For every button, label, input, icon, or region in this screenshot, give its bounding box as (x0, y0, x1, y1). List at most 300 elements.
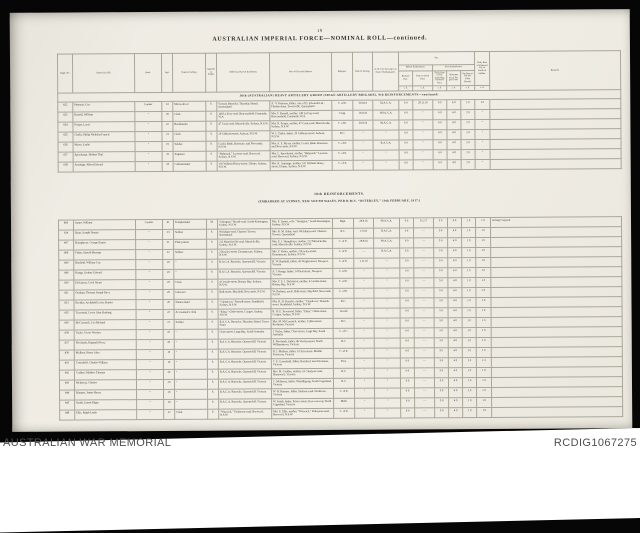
cell: R.A.G.A. (373, 140, 399, 150)
col-header-date-paid: Date to which Paid. (413, 71, 433, 86)
cell: 30.8.16 (353, 100, 373, 110)
cell: 1 0 (476, 328, 491, 338)
cell: Motor-driver (173, 101, 206, 111)
cell: 20 (163, 370, 174, 380)
col-header-next-of-kin: Next of Kin and Address. (269, 52, 331, 92)
cell: Labourer (174, 289, 207, 299)
cell: 5 0 (433, 218, 447, 228)
cell: ” (136, 370, 163, 380)
cell: 16.8.16 (353, 110, 373, 120)
cell: Soldier (174, 229, 207, 239)
units-label: s. d. (447, 86, 461, 91)
cell: 842 (59, 370, 74, 380)
cell: 6 0 (399, 100, 413, 110)
cell: R.A.G.A. Barracks, Queenscliff, Victoria (218, 359, 271, 369)
cell: C. of E. (333, 289, 354, 299)
cell: ” (413, 110, 433, 120)
section-heading-9th-reinforcements: 36th (AUSTRALIAN) HEAVY ARTILLERY GROUP (SIEGE ARTILLERY BRIGADE), 9th REINFORCEMENTS—continued. (58, 90, 621, 102)
cell: Mrs. F. E. J. Dickinson, mother, 4 Gerrale-street, Botany Bay, N.S.W. (271, 279, 333, 289)
cell: ” (354, 378, 374, 388)
cell: A. J. Knapp, father, 14 Paul-street, Newport, Victoria (271, 269, 333, 279)
cell: 6 0 (399, 218, 413, 228)
cell: 4 0 (448, 258, 462, 268)
cell: Knapp, Sydney Edward (74, 270, 136, 280)
cell: 23 (163, 230, 174, 240)
cell: 94 A.G.A. (373, 120, 399, 130)
cell: ” (374, 338, 400, 348)
cell: 1 0 (476, 238, 491, 248)
cell: 5 0 (434, 228, 448, 238)
cell: W. Durham, uncle, Bull-street, Mayfield, Newcastle, N.S.W. (271, 289, 333, 299)
cell: — (414, 298, 434, 308)
cell: ” (355, 408, 375, 418)
cell: S. (207, 269, 218, 279)
cell: “Glenalvon,” Russell-street, Strathfield, Sydney, N.S.W. (218, 299, 271, 309)
cell: 19 (162, 152, 173, 162)
cell: S. (207, 319, 218, 329)
cell: — (414, 278, 434, 288)
cell: C. of E. (333, 259, 354, 269)
cell: Bapt. (332, 219, 353, 229)
cell: R.C. (333, 369, 354, 379)
cell: 4 0 (448, 338, 462, 348)
cell: ” (354, 328, 374, 338)
cell: 22 (162, 122, 173, 132)
cell: — (415, 388, 435, 398)
cell: 29 (162, 112, 173, 122)
cell: Mrs. K. Armitage, mother, 102 William Henry-street, Ultimo, Sydney, N.S.W. (270, 161, 332, 171)
cell: 5 0 (434, 328, 448, 338)
cell: ” (174, 259, 207, 269)
cell: 5 0 (434, 318, 448, 328)
cell: S. (208, 409, 219, 419)
cell: ” (353, 160, 373, 170)
cell: 4 0 (447, 120, 461, 130)
cell: 148 La Fray-road, Beaconsfield, Fremantle, W.A. (217, 111, 270, 121)
cell: 98 A.G.A. (373, 218, 399, 228)
cell: 212 Marrickville-road, Marrickville, Sydney, N.S.W. (218, 239, 271, 249)
cell: — (415, 408, 435, 418)
cell: ” (174, 369, 207, 379)
cell: — (414, 338, 434, 348)
cell: 22 (163, 250, 174, 260)
cell: R.A.G.A. Barracks, Queenscliff, Victoria (219, 399, 272, 409)
cell: ” (374, 298, 400, 308)
cell: ” (135, 122, 162, 132)
cell: 6 0 (400, 288, 414, 298)
cell: 6 0 (433, 130, 447, 140)
cell: Cabinetmaker (173, 161, 206, 171)
cell: Acting Corporal (490, 217, 621, 228)
cell: R.A.G.A. Barracks, Queenscliff, Victoria (218, 369, 271, 379)
cell: C. of E. (333, 279, 354, 289)
cell: 6 0 (433, 150, 447, 160)
cell: R.C. (333, 229, 354, 239)
cell: 4 0 (448, 248, 462, 258)
cell: 28.11.16 (413, 100, 433, 110)
cell: R.C. (333, 379, 354, 389)
cell: 6 0 (400, 238, 414, 248)
cell: J. Taylor, father, Clare-street, Largs Bay, South Australia (271, 329, 333, 339)
cell: 6 0 (399, 120, 413, 130)
cell: ” (374, 288, 400, 298)
cell: ” (354, 308, 374, 318)
cell: S. (207, 249, 218, 259)
cell: R.C. (332, 131, 353, 141)
cell: Clarke, Philip Nicholas Francis (73, 132, 135, 142)
cell: Clerk (173, 131, 206, 141)
cell: R. H. E. Townsend, father, “Edna,” Glebe-street, Coogee, Sydney, N.S.W. (271, 309, 333, 319)
cell: 6 0 (433, 100, 447, 110)
cell: 808 (59, 250, 74, 260)
cell: ” (136, 240, 163, 250)
cell: 6 0 (399, 110, 413, 120)
cell: Mrs. R. H. Kreisler, mother, “Glenalvon,” Russell-street, Strathfield, Sydney, N.S.W. (271, 299, 333, 309)
cell: ” (136, 230, 163, 240)
cell: 1 0 (476, 378, 491, 388)
cell: Gunner (135, 220, 162, 230)
cell: 2 0 (461, 100, 475, 110)
cell: ” (354, 278, 374, 288)
cell: Mrs. E. Ellis, mother, “Warwick,” Finlayson-road, Burwood, N.S.W. (272, 409, 334, 419)
cell: Dickinson, Cecil Wyatt (74, 280, 136, 290)
cell: 28.8.16 (353, 218, 373, 228)
cell: 845 (60, 400, 75, 410)
cell: Sprackman, Herbert Thal (73, 152, 135, 162)
cell: S. (207, 229, 218, 239)
cell: ” (475, 140, 490, 150)
cell: 6 0 (401, 408, 415, 418)
cell: 2 0 (461, 130, 475, 140)
col-header-rank: Rank. (134, 53, 161, 92)
cell: 5 0 (434, 298, 448, 308)
table-row (60, 407, 623, 420)
cell: 6 0 (400, 368, 414, 378)
cell: 654 (58, 122, 73, 132)
cell: 19 (163, 330, 174, 340)
cell: 1 0 (462, 268, 476, 278)
cell: 1 0 (476, 258, 491, 268)
cell: Bull-street, Mayfield, Newcastle, N.S.W. (218, 289, 271, 299)
cell: 21 (162, 132, 173, 142)
cell: S. Newlands, father, 46 Verdon-street, North Williamstown, Victoria (271, 339, 333, 349)
cell: 6 0 (433, 160, 447, 170)
cell: ” (136, 250, 163, 260)
cell: ” (373, 130, 399, 140)
cell: ” (174, 379, 207, 389)
cell: 814 (59, 230, 74, 240)
cell: 18 (162, 162, 173, 172)
cell: 2 0 (461, 120, 475, 130)
cell: 2 0 (461, 150, 475, 160)
cell: ” (354, 348, 374, 358)
cell: Paterson, Gus (73, 102, 135, 112)
cell: 6 0 (400, 378, 414, 388)
cell: S. (207, 359, 218, 369)
cell: S. (207, 329, 218, 339)
cell: Prospe, Louis (73, 122, 135, 132)
cell: Accountant's clerk (174, 309, 207, 319)
cell: 5 0 (434, 338, 448, 348)
cell: 2 0 (461, 110, 475, 120)
cell: ” (374, 368, 400, 378)
cell: ” (355, 388, 375, 398)
col-header-remarks: Remarks. (489, 51, 620, 91)
cell: — (414, 228, 434, 238)
cell: Gunner (135, 102, 162, 112)
cell: Banfield, William Guy (74, 260, 136, 270)
cell: S. (208, 389, 219, 399)
cell: 835 (59, 310, 74, 320)
cell: 1 0 (476, 318, 491, 328)
cell: 5 0 (434, 308, 448, 318)
cell: 19 (162, 142, 173, 152)
cell: ” (374, 358, 400, 368)
cell: 5 0 (434, 238, 448, 248)
col-header-allotment: Allotment out of Pay per Diem. (447, 71, 461, 86)
cell: 4 0 (448, 298, 462, 308)
cell: ” (413, 130, 433, 140)
cell: S. (207, 369, 218, 379)
cell: S. (208, 399, 219, 409)
cell: McCormack, Leo Michael (74, 320, 136, 330)
cell: Mrs. L. Sprackman, mother, “Balmoral,” Lucerne-road, Burwood, Sydney, N.S.W. (270, 151, 332, 161)
cell: 1 0 (462, 328, 476, 338)
cell: Jewish (333, 309, 354, 319)
cell: “Jarington,” Broad-road, South Kensington, Sydney, N.S.W. (217, 219, 270, 229)
cell: 838 (59, 330, 74, 340)
cell: 4 0 (449, 408, 463, 418)
cell: — (414, 288, 434, 298)
cell: ” (475, 160, 490, 170)
cell: Clare-street, Largs Bay, South Australia (218, 329, 271, 339)
cell: ” (174, 349, 207, 359)
cell: C. of E. (332, 121, 353, 131)
cell: 5 0 (434, 268, 448, 278)
cell: ” (174, 269, 207, 279)
cell: Plate printer (174, 239, 207, 249)
cell: S. (207, 349, 218, 359)
cell: 1 0 (462, 288, 476, 298)
cell: ” (136, 310, 163, 320)
cell: Smith, Ernest Edgar (75, 400, 137, 410)
cell: 4 0 (447, 100, 461, 110)
cell: 806 (58, 220, 73, 230)
cell: ” (135, 142, 162, 152)
cell: 4 0 (449, 398, 463, 408)
cell (492, 407, 623, 418)
cell: 1 0 (462, 248, 476, 258)
cell: Ellis, Ralph Leslie (75, 410, 137, 420)
cell: 4 0 (448, 308, 462, 318)
cell: 28 (163, 290, 174, 300)
cell: James, William (73, 220, 135, 230)
cell: C. of E. (333, 249, 354, 259)
cell: — (414, 258, 434, 268)
cell: 20 (164, 390, 175, 400)
nominal-roll-sheet (57, 50, 622, 421)
cell: ” (135, 152, 162, 162)
cell: 6 0 (399, 150, 413, 160)
cell: C. of E. (332, 151, 353, 161)
cell: 653 (58, 112, 73, 122)
cell: 19 (163, 350, 174, 360)
cell: 1 0 (476, 228, 491, 238)
cell: 1 0 (477, 388, 492, 398)
cell: — (374, 258, 400, 268)
cell: 1 0 (462, 378, 476, 388)
table-header (57, 51, 620, 94)
cell: 1 0 (476, 278, 491, 288)
cell: S. (207, 289, 218, 299)
col-header-age: Age. (161, 53, 172, 92)
cell: Rimmer, James Henry (75, 390, 137, 400)
cell: R.A.G.A. Barracks, Queenscliff, Victoria (219, 389, 272, 399)
cell: 840 (59, 260, 74, 270)
cell: 4 0 (448, 228, 462, 238)
cell: 4 0 (448, 348, 462, 358)
cell: 6 0 (433, 110, 447, 120)
cell: Soldier (174, 249, 207, 259)
cell: Taylor, Victor Worden (74, 330, 136, 340)
cell: 846 (59, 270, 74, 280)
cell: Clerk (174, 279, 207, 289)
col-header-religion: Religion. (331, 52, 352, 91)
cell: 2 Rowley-street, Drummoyne, Sydney, N.S.W. (218, 249, 271, 259)
cell: 1 0 (476, 368, 491, 378)
col-header-rate-per-day: Rate per Day. (399, 71, 413, 86)
cell: 54 A.G.A. (373, 100, 399, 110)
cell: 844 (60, 390, 75, 400)
cell: 21 (163, 240, 174, 250)
cell: 2 0 (461, 160, 475, 170)
awm-brand-label: AUSTRALIAN WAR MEMORIAL (3, 437, 172, 449)
cell: Mrs. E. J. Humphreys, mother, 212 Marrickville-road, Marrickville, Sydney, N.S.W. (271, 239, 333, 249)
cell: 6 0 (400, 278, 414, 288)
cell: Mrs. A. E. Myers, mother, Cook's Bank, Borenore, and Newcastle, N.S.W. (270, 141, 332, 151)
cell: 658 (58, 162, 73, 172)
cell: 20 (163, 380, 174, 390)
col-header-net-rate: Net Rate of Pay per Diem Abroad. (461, 71, 475, 86)
cell: C. of E. (332, 141, 353, 151)
cell: 1 0 (462, 258, 476, 268)
nominal-roll-table-upper (57, 50, 622, 173)
cell: Cook's Bank, Borenore, and Newcastle, N.S.W. (217, 141, 270, 151)
cell: 843 (59, 380, 74, 390)
cell: 6 0 (433, 120, 447, 130)
cell: 807 (59, 240, 74, 250)
col-header-pay-group: Pay. (398, 52, 474, 65)
record-id-label: RCDIG1067275 (553, 437, 637, 449)
cell: ” (413, 150, 433, 160)
cell: H. W. Banfield, father, 43 Wright-street, Newport, Victoria (271, 259, 333, 269)
col-header-trade: Trade or Calling. (172, 53, 205, 92)
cell: ” (135, 132, 162, 142)
cell (490, 159, 621, 170)
cell: Cong. (332, 111, 353, 121)
cell: 18 (163, 260, 174, 270)
cell: 1 0 (476, 288, 491, 298)
cell: 41 (162, 220, 173, 230)
cell: 33 (162, 102, 173, 112)
cell: Mrs. M. Godden, mother, 10 Glenlyon-road, Brunswick, Victoria (271, 369, 333, 379)
cell: Templemaker (173, 219, 206, 229)
cell: Meth. (334, 399, 355, 409)
cell: Clerk (173, 111, 206, 121)
cell: ” (136, 330, 163, 340)
cell: ” (373, 150, 399, 160)
col-header-regtl-no: Regtl. No. (57, 54, 72, 93)
cell: Mrs. K. M. Adair, aunt, Wickham-road, Charters Towers, Queensland (271, 229, 333, 239)
cell: Mrs. M. McCormack, mother, Gillies-street, Rochester, Victoria (271, 319, 333, 329)
cell: 1 0 (476, 248, 491, 258)
cell: 20 (164, 400, 175, 410)
cell: Greenfield, Charles William (74, 360, 136, 370)
cell: 6 0 (399, 140, 413, 150)
units-label: s. d. (399, 86, 413, 91)
cell: ” (475, 110, 490, 120)
cell: Mullens, Henry John (74, 350, 136, 360)
cell: W. J. Clarke, father, 20 Gibbons-street, Auburn, N.S.W. (270, 131, 332, 141)
cell: 6 0 (400, 268, 414, 278)
cell: R.A.G.A. (374, 248, 400, 258)
cell: 19 (163, 360, 174, 370)
cell: 1 0 (476, 298, 491, 308)
cell: Mrs. F. Russell, mother, 148 La Fray-road, Beaconsfield, Fremantle, W.A. (270, 111, 332, 121)
cell: Fisher, Harold Bertram (74, 250, 136, 260)
cell: W. Smith, father, Prince-street, Koo-wee-rup, North Gippsland, Victoria (272, 399, 334, 409)
cell: Soldier (173, 141, 206, 151)
cell: 2 0 (461, 140, 475, 150)
cell: ” (353, 130, 373, 140)
cell: ” (137, 410, 164, 420)
cell: 21 (163, 320, 174, 330)
cell: R.C. (333, 299, 354, 309)
cell: ” (413, 160, 433, 170)
cell: R.C. (333, 319, 354, 329)
cell: 1 0 (462, 278, 476, 288)
cell: 4 0 (447, 130, 461, 140)
cell: 1 0 (476, 268, 491, 278)
col-header-deferred: Daily Rate of Deferred Pay to Credit of Soldier. (474, 51, 489, 85)
cell: “Warwick,” Finlayson-road, Burwood, N.S.W. (219, 409, 272, 419)
cell: ” (355, 398, 375, 408)
cell: C. of E. (332, 101, 353, 111)
cell: 102 William Henry-street, Ultimo, Sydney, N.S.W. (217, 161, 270, 171)
cell: ” (137, 390, 164, 400)
cell: S. (207, 379, 218, 389)
cell: 1 0 (462, 348, 476, 358)
cell: — (414, 328, 434, 338)
cell: S. (207, 239, 218, 249)
cell: R.A.G.A. Barracks, Queenscliff, Victoria (218, 259, 271, 269)
cell: S. (206, 121, 217, 131)
cell: 6 0 (400, 308, 414, 318)
cell: — (414, 358, 434, 368)
cell: ” (136, 360, 163, 370)
cell: 4 0 (448, 378, 462, 388)
cell: 4 0 (449, 388, 463, 398)
cell: Durham, Thomas Joseph Davy (74, 290, 136, 300)
cell: A. O. Paterson, father, care of D. Edwards Ltd., Flinders-lane, Townsville, Queensland (270, 101, 332, 111)
cell: S. (207, 309, 218, 319)
cell: 6 0 (400, 318, 414, 328)
cell: 6 0 (400, 248, 414, 258)
cell: Clerk (175, 409, 208, 419)
cell: Humphreys, George Ernest (74, 240, 136, 250)
cell: C. of E. (334, 409, 355, 419)
cell: — (414, 318, 434, 328)
